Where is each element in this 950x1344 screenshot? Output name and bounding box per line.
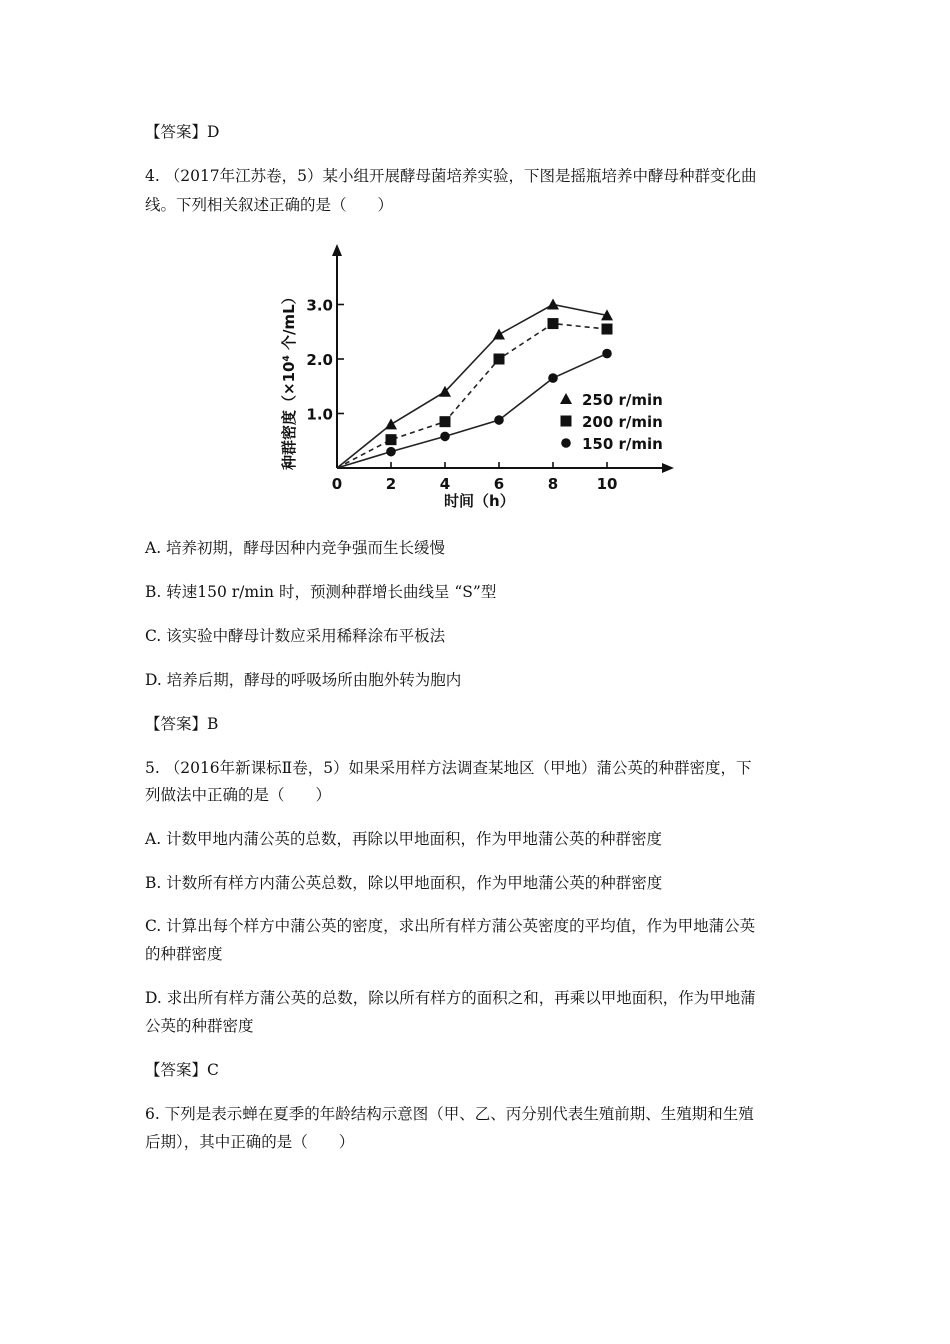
x-tick-label: 4 <box>439 475 451 493</box>
data-point-circle <box>440 432 450 442</box>
question-5-option-d-line2: 公英的种群密度 <box>145 1017 254 1035</box>
y-tick-label: 1.0 <box>306 405 333 424</box>
question-5-option-d-line1: D. 求出所有样方蒲公英的总数，除以所有样方的面积之和，再乘以甲地面积，作为甲地蒲 <box>145 989 756 1007</box>
question-4-stem-line1: 4. （2017年江苏卷，5）某小组开展酵母菌培养实验，下图是摇瓶培养中酵母种群变化曲 <box>145 167 757 185</box>
question-4-option-d: D. 培养后期，酵母的呼吸场所由胞外转为胞内 <box>145 671 462 689</box>
question-4-option-c: C. 该实验中酵母计数应采用稀释涂布平板法 <box>145 627 446 645</box>
x-tick-label: 2 <box>385 475 397 493</box>
x-tick-label: 10 <box>596 475 618 493</box>
legend-marker-square <box>561 416 572 427</box>
question-6-stem-line2: 后期），其中正确的是（ ） <box>145 1133 355 1151</box>
data-point-square <box>440 416 451 427</box>
series-circle <box>337 349 612 468</box>
data-point-square <box>386 434 397 445</box>
question-4-option-a: A. 培养初期，酵母因种内竞争强而生长缓慢 <box>145 539 446 557</box>
data-point-square <box>548 318 559 329</box>
legend-marker-circle <box>561 438 571 448</box>
question-5-option-c-line2: 的种群密度 <box>145 945 223 963</box>
x-axis-title: 时间（h） <box>444 492 515 510</box>
data-point-square <box>602 324 613 335</box>
data-point-circle <box>494 415 504 425</box>
data-point-circle <box>386 447 396 457</box>
x-axis-arrow <box>662 463 674 473</box>
question-6-stem-line1: 6. 下列是表示蝉在夏季的年龄结构示意图（甲、乙、丙分别代表生殖前期、生殖期和生殖 <box>145 1105 754 1123</box>
y-axis-arrow <box>332 244 342 256</box>
series-line <box>337 354 607 468</box>
answer-4: 【答案】B <box>145 715 219 733</box>
legend-label: 250 r/min <box>582 391 663 409</box>
data-point-triangle <box>493 328 505 339</box>
data-point-triangle <box>547 299 559 310</box>
data-point-triangle <box>385 418 397 429</box>
question-5-stem-line1: 5. （2016年新课标Ⅱ卷，5）如果采用样方法调查某地区（甲地）蒲公英的种群密度，下 <box>145 759 752 777</box>
question-4-option-b: B. 转速150 r/min 时，预测种群增长曲线呈 “S”型 <box>145 583 497 601</box>
y-tick-label: 3.0 <box>306 296 333 315</box>
question-5-option-b: B. 计数所有样方内蒲公英总数，除以甲地面积，作为甲地蒲公英的种群密度 <box>145 874 663 892</box>
x-tick-label: 0 <box>331 475 343 493</box>
series-triangle <box>337 299 613 469</box>
data-point-circle <box>602 349 612 359</box>
question-4-stem-line2: 线。下列相关叙述正确的是（ ） <box>145 196 394 214</box>
legend-label: 150 r/min <box>582 435 663 453</box>
data-point-square <box>494 354 505 365</box>
yeast-population-chart <box>276 238 696 520</box>
x-tick-label: 6 <box>493 475 505 493</box>
series-square <box>337 318 613 468</box>
question-5-option-c-line1: C. 计算出每个样方中蒲公英的密度，求出所有样方蒲公英密度的平均值，作为甲地蒲公英 <box>145 917 756 935</box>
answer-3: 【答案】D <box>145 123 220 141</box>
answer-5: 【答案】C <box>145 1061 219 1079</box>
question-5-stem-line2: 列做法中正确的是（ ） <box>145 786 332 804</box>
x-tick-label: 8 <box>547 475 559 493</box>
legend-label: 200 r/min <box>582 413 663 431</box>
question-5-option-a: A. 计数甲地内蒲公英的总数，再除以甲地面积，作为甲地蒲公英的种群密度 <box>145 830 663 848</box>
data-point-circle <box>548 373 558 383</box>
y-axis-title: 种群密度（$\times 10^4$ 个/mL） <box>280 289 298 470</box>
y-tick-label: 2.0 <box>306 351 333 369</box>
legend-marker-triangle <box>560 393 572 404</box>
